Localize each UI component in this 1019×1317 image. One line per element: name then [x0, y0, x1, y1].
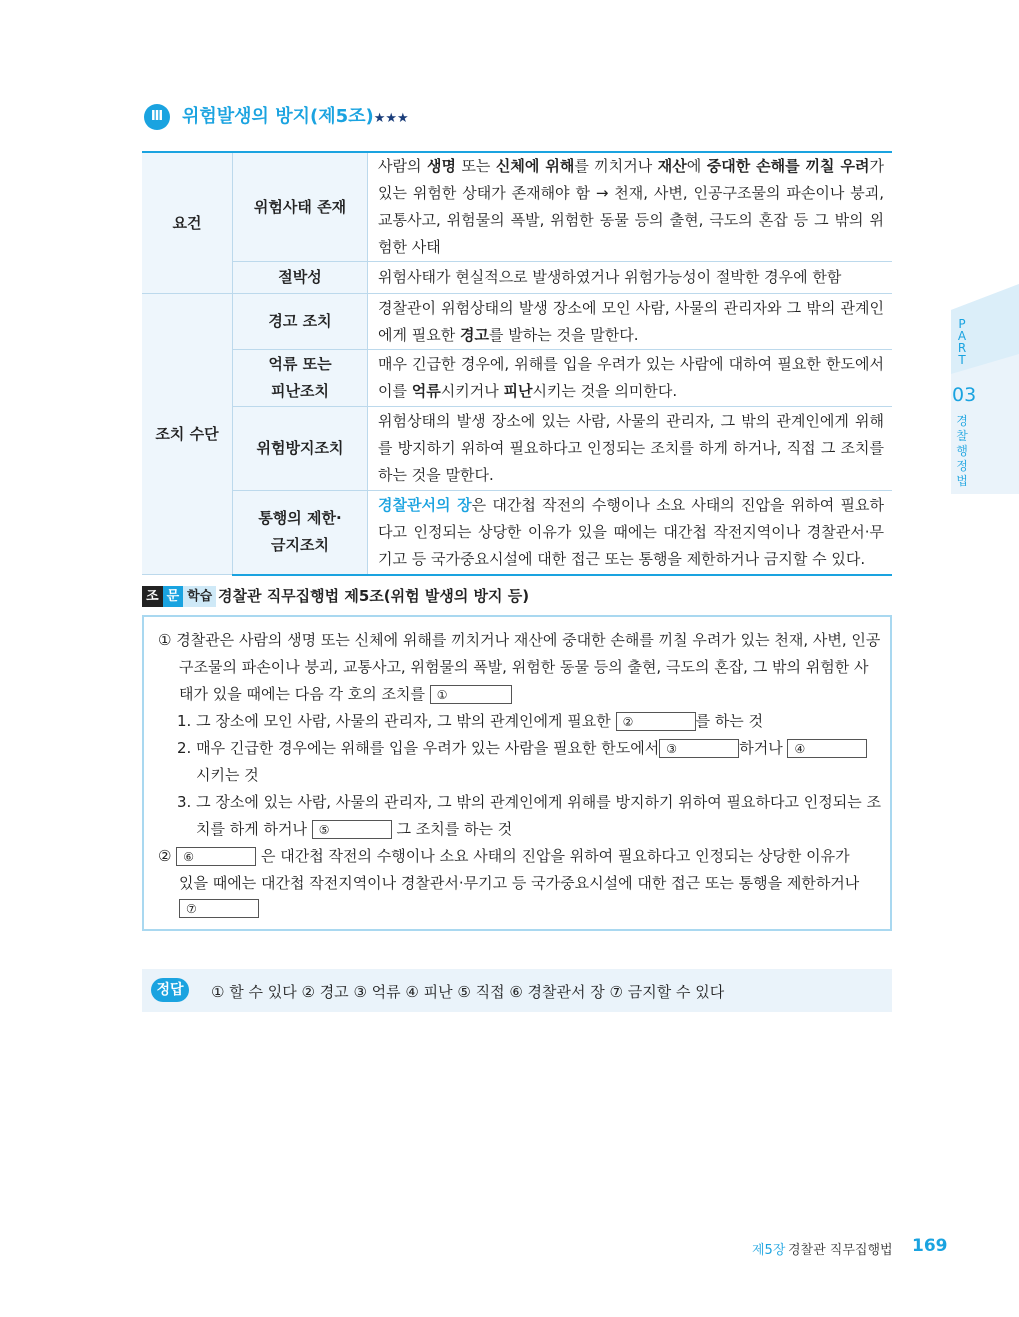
row-label: 경고 조치 [233, 294, 368, 350]
row-content: 위험상태의 발생 장소에 있는 사람, 사물의 관리자, 그 밖의 관계인에게 위해를 방지하기 위하여 필요하다고 인정되는 조치를 하게 하거나, 직접 그 조치를 하는 것을 말한다. [368, 407, 893, 491]
law-line: 태가 있을 때에는 다음 각 호의 조치를 ① [179, 683, 512, 704]
table-row [142, 350, 892, 407]
table-row [142, 294, 892, 350]
row-content: 경찰관서의 장은 대간첩 작전의 수행이나 소요 사태의 진압을 위하여 필요하다고 인정되는 상당한 이유가 있을 때에는 대간첩 작전지역이나 경찰관서·무기고 등 국가중요시설에 대한 접근 또는 통행을 제한하거나 금지할 수 있다. [368, 491, 893, 575]
group-measures: 조치 수단 [142, 294, 233, 575]
law-line: 3. 그 장소에 있는 사람, 사물의 관리자, 그 밖의 관계인에게 위해를 방지하기 위하여 필요하다고 인정되는 조 [177, 793, 881, 811]
table-row [142, 407, 892, 491]
row-label: 위험방지조치 [233, 407, 368, 491]
importance-stars: ★★★ [373, 111, 409, 126]
row-label: 억류 또는 피난조치 [233, 350, 368, 407]
law-line [179, 899, 259, 918]
law-line: 있을 때에는 대간첩 작전지역이나 경찰관서·무기고 등 국가중요시설에 대한 접근 또는 통행을 제한하거나 [179, 874, 860, 892]
law-line: 시키는 것 [196, 766, 259, 784]
law-text-box [142, 615, 892, 931]
row-content: 경찰관이 위험상태의 발생 장소에 모인 사람, 사물의 관리자와 그 밖의 관계인에게 필요한 경고를 발하는 것을 말한다. [368, 294, 893, 350]
part-chapter-title: 경 찰 행 정 법 [956, 414, 968, 488]
law-title: 경찰관 직무집행법 제5조(위험 발생의 방지 등) [218, 587, 530, 605]
row-label: 절박성 [233, 262, 368, 294]
group-requirements: 요건 [142, 152, 233, 294]
law-line: 2. 매우 긴급한 경우에는 위해를 입을 우려가 있는 사람을 필요한 한도에서 ③ 하거나 ④ [177, 737, 867, 758]
table-row [142, 152, 892, 262]
footer-title: 경찰관 직무집행법 [788, 1243, 893, 1258]
row-content: 사람의 생명 또는 신체에 위해를 끼치거나 재산에 중대한 손해를 끼칠 우려가 있는 위험한 상태가 존재해야 함 → 천재, 사변, 인공구조물의 파손이나 붕괴, 교통사고, 위험물의 폭발, 위험한 동물 등의 출현, 극도의 혼잡 등 그 밖의 위험한 사태 [368, 152, 893, 262]
table-row [142, 262, 892, 294]
section-title-text: 위험발생의 방지(제5조) [182, 106, 374, 127]
section-title [182, 102, 409, 128]
law-study-tag: 조 문 학습 [142, 586, 216, 607]
blank-6[interactable]: ⑥ [176, 847, 256, 866]
row-content: 위험사태가 현실적으로 발생하였거나 위험가능성이 절박한 경우에 한함 [368, 262, 893, 294]
law-line: 구조물의 파손이나 붕괴, 교통사고, 위험물의 폭발, 위험한 동물 등의 출현, 극도의 혼잡, 그 밖의 위험한 사 [179, 658, 869, 676]
blank-1[interactable]: ① [430, 685, 512, 704]
law-line: ① 경찰관은 사람의 생명 또는 신체에 위해를 끼치거나 재산에 중대한 손해를 끼칠 우려가 있는 천재, 사변, 인공 [158, 631, 881, 649]
page-number: 169 [912, 1236, 948, 1256]
row-content: 매우 긴급한 경우에, 위해를 입을 우려가 있는 사람에 대하여 필요한 한도에서 이를 억류시키거나 피난시키는 것을 의미한다. [368, 350, 893, 407]
row-label: 위험사태 존재 [233, 152, 368, 262]
part-number: 03 [952, 384, 977, 406]
blank-4[interactable]: ④ [787, 739, 867, 758]
requirements-table [142, 151, 892, 576]
blank-3[interactable]: ③ [659, 739, 739, 758]
law-line: 1. 그 장소에 모인 사람, 사물의 관리자, 그 밖의 관계인에게 필요한 ② 를 하는 것 [177, 712, 764, 730]
answer-icon: 정답 [151, 978, 189, 1002]
table-row [142, 491, 892, 575]
section-badge: Ⅲ [144, 104, 170, 130]
part-label: P A R T [957, 317, 967, 367]
law-line: ② ⑥ 은 대간첩 작전의 수행이나 소요 사태의 진압을 위하여 필요하다고 인정되는 상당한 이유가 [158, 847, 850, 865]
blank-7[interactable]: ⑦ [179, 899, 259, 918]
answer-text: ① 할 수 있다 ② 경고 ③ 억류 ④ 피난 ⑤ 직접 ⑥ 경찰관서 장 ⑦ 금지할 수 있다 [211, 983, 725, 1001]
law-line: 치를 하게 하거나 ⑤ 그 조치를 하는 것 [196, 820, 513, 838]
row-label: 통행의 제한· 금지조치 [233, 491, 368, 575]
footer-chapter: 제5장 [752, 1243, 786, 1258]
blank-2[interactable]: ② [616, 712, 696, 731]
blank-5[interactable]: ⑤ [312, 820, 392, 839]
